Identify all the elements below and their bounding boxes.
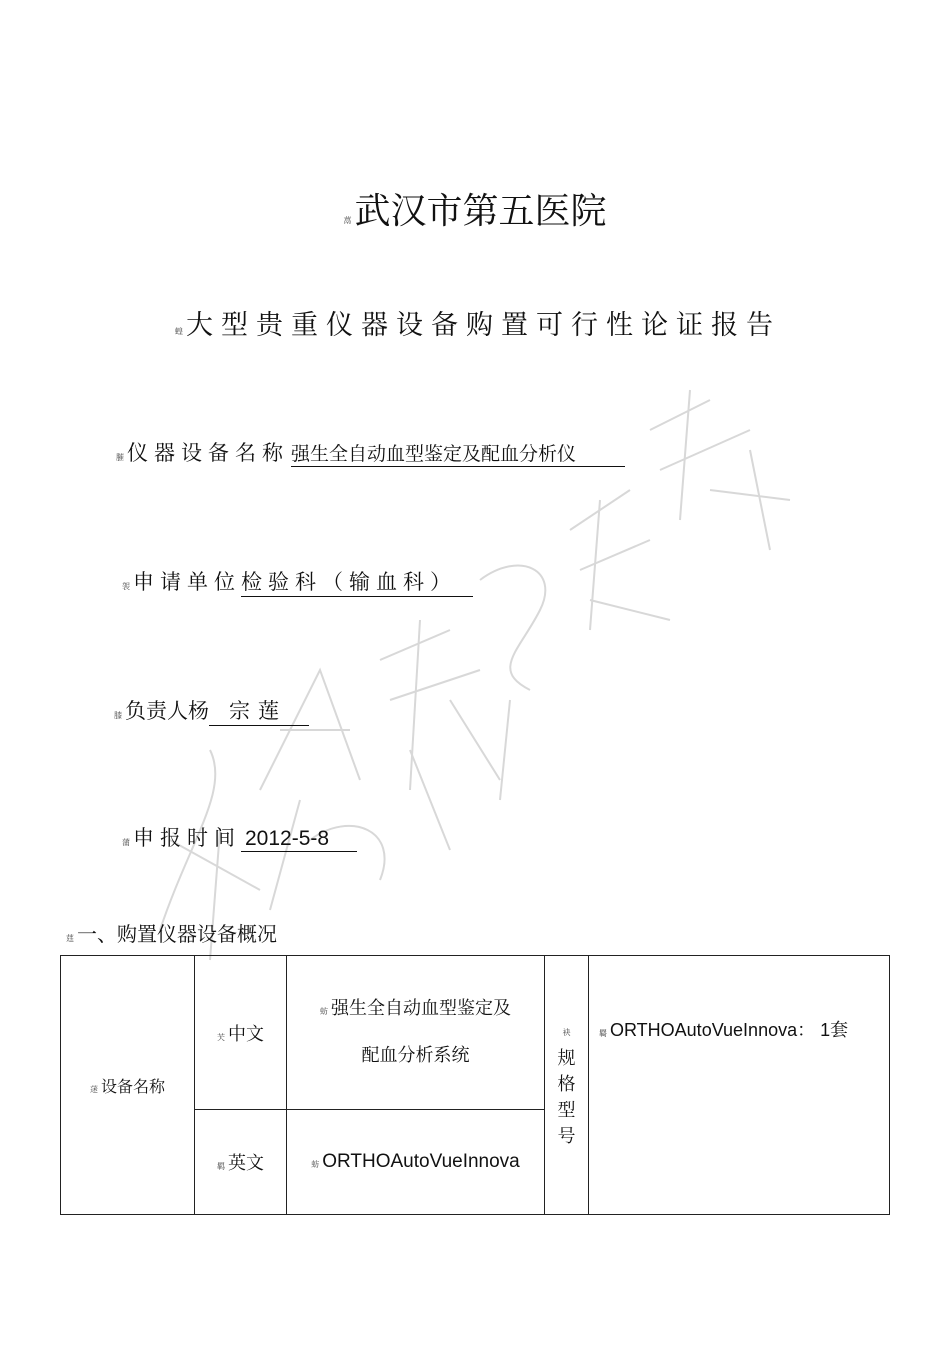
date-label: 申报时间 — [133, 826, 241, 850]
device-name-header: 蒁 设备名称 — [61, 956, 195, 1215]
responsible-label: 负责人杨 — [125, 699, 209, 723]
chinese-value: 蚄 强生全自动血型鉴定及 配血分析系统 — [287, 956, 545, 1110]
english-value: 蚄 ORTHOAutoVueInnova — [287, 1110, 545, 1215]
glyph-mark: 袈 — [122, 582, 130, 591]
glyph-mark: 羇 — [599, 1029, 607, 1038]
responsible-value: 宗莲 — [209, 695, 309, 726]
date-field — [122, 822, 357, 852]
device-name-label: 仪器设备名称 — [127, 441, 289, 465]
spec-label: 袂 规格型号 — [545, 956, 589, 1215]
glyph-mark: 蝗 — [175, 327, 183, 336]
glyph-mark: 袂 — [562, 1028, 571, 1037]
glyph-mark: 膝 — [114, 711, 122, 720]
chinese-label: 芖 中文 — [195, 956, 287, 1110]
date-value: 2012-5-8 — [241, 827, 357, 852]
glyph-mark: 蒚 — [343, 216, 352, 225]
glyph-mark: 蒲 — [122, 838, 130, 847]
applicant-label: 申请单位 — [133, 570, 241, 594]
glyph-mark: 蒁 — [89, 1084, 98, 1094]
section-heading: 莛 一、购置仪器设备概况 — [66, 922, 277, 946]
device-name-value: 强生全自动血型鉴定及配血分析仪 — [291, 439, 625, 467]
english-label: 羁 英文 — [195, 1110, 287, 1215]
hospital-title: 蒚武汉市第五医院 — [343, 191, 607, 232]
glyph-mark: 莛 — [66, 934, 74, 943]
glyph-mark: 羁 — [217, 1162, 225, 1171]
glyph-mark: 膗 — [116, 453, 124, 462]
equipment-overview-table — [60, 955, 890, 1215]
applicant-value: 检验科（输血科） — [241, 566, 473, 597]
glyph-mark: 蚄 — [320, 1007, 328, 1016]
applicant-field — [122, 566, 473, 597]
responsible-field — [114, 695, 309, 726]
report-title: 蝗 大型贵重仪器设备购置可行性论证报告 — [175, 310, 781, 341]
glyph-mark: 蚄 — [311, 1160, 320, 1169]
device-name-field — [116, 437, 625, 467]
glyph-mark: 芖 — [217, 1032, 225, 1042]
spec-value: 羇 ORTHOAutoVueInnova： 1套 — [589, 956, 890, 1215]
